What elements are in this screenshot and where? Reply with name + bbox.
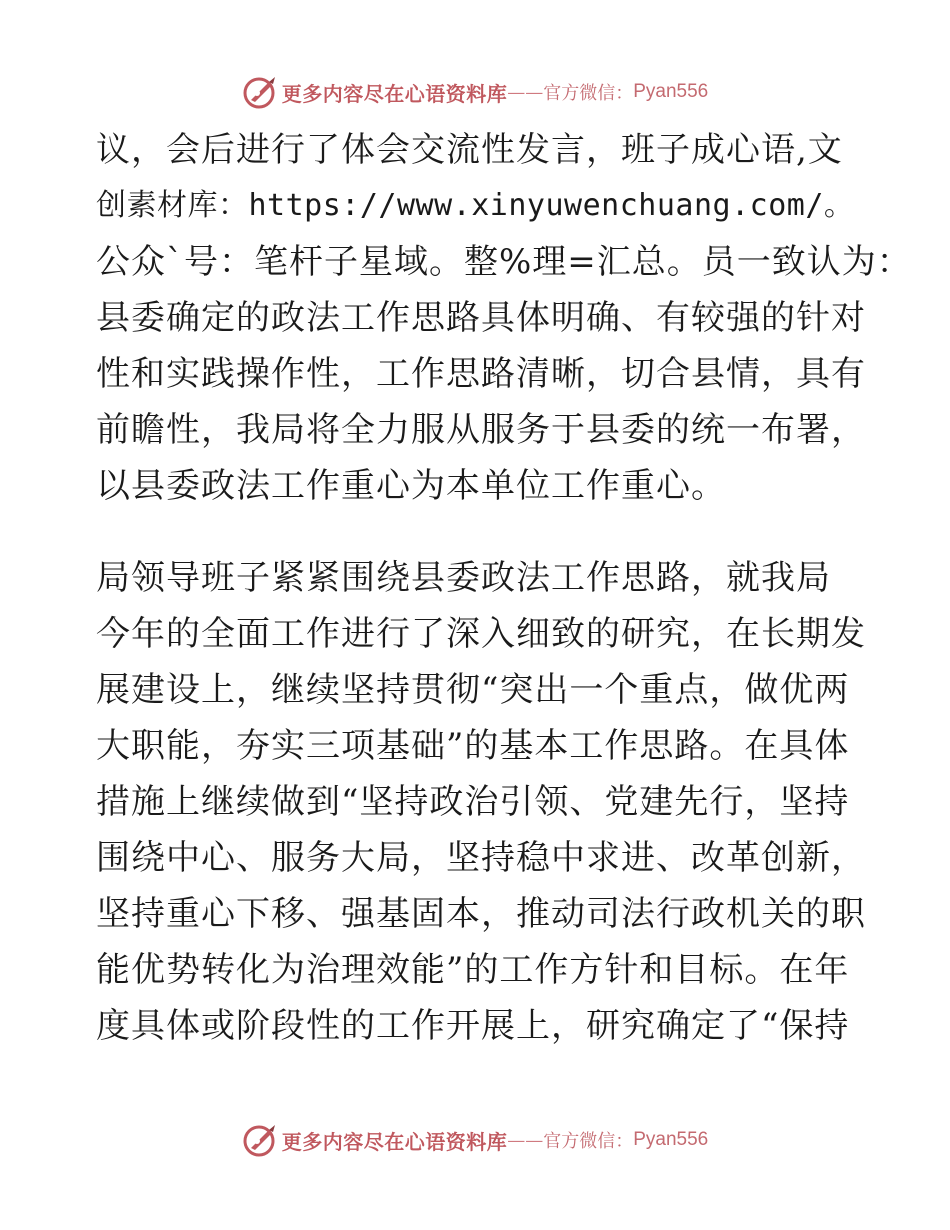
text-line: 度具体或阶段性的工作开展上，研究确定了“保持: [96, 1006, 850, 1046]
header-contact-label: 官方微信：: [543, 83, 634, 104]
header-wechat-id: Pyan556: [633, 81, 709, 102]
text-line: 展建设上，继续坚持贯彻“突出一个重点，做优两: [96, 670, 850, 710]
header-brand: 更多内容尽在心语资料库: [281, 81, 508, 106]
header-banner: [0, 72, 950, 112]
text-line: 县委确定的政法工作思路具体明确、有较强的针对: [96, 298, 866, 338]
text-line: 以县委政法工作重心为本单位工作重心。: [96, 466, 726, 506]
paragraph-2: [96, 550, 866, 1054]
footer-separator: ——: [507, 1129, 544, 1151]
paragraph-gap: [96, 514, 856, 550]
text-line: 坚持重心下移、强基固本，推动司法行政机关的职: [96, 894, 866, 934]
footer-banner: [0, 1120, 950, 1160]
footer-wechat-id: Pyan556: [633, 1129, 709, 1150]
header-separator: ——: [507, 81, 544, 103]
text-line: 今年的全面工作进行了深入细致的研究，在长期发: [96, 614, 866, 654]
paragraph-1: [96, 122, 912, 514]
text-line: 公众`号：笔杆子星域。整%理=汇总。员一致认为：: [96, 242, 912, 282]
text-line: 局领导班子紧紧围绕县委政法工作思路，就我局: [96, 558, 831, 598]
text-line: 性和实践操作性，工作思路清晰，切合县情，具有: [96, 354, 866, 394]
document-body: [96, 122, 912, 1054]
text-line: 围绕中心、服务大局，坚持稳中求进、改革创新，: [96, 838, 866, 878]
text-line: 措施上继续做到“坚持政治引领、党建先行，坚持: [96, 782, 850, 822]
text-line: 议，会后进行了体会交流性发言，班子成心语,文: [96, 130, 843, 170]
footer-contact-label: 官方微信：: [543, 1131, 634, 1152]
text-line: 前瞻性，我局将全力服从服务于县委的统一布署，: [96, 410, 866, 450]
footer-brand: 更多内容尽在心语资料库: [281, 1129, 508, 1154]
text-line: 创素材库：https://www.xinyuwenchuang.com/。: [96, 188, 855, 223]
quill-logo-icon: [242, 1122, 278, 1158]
text-line: 能优势转化为治理效能”的工作方针和目标。在年: [96, 950, 850, 990]
quill-logo-icon: [242, 74, 278, 110]
text-line: 大职能，夯实三项基础”的基本工作思路。在具体: [96, 726, 850, 766]
